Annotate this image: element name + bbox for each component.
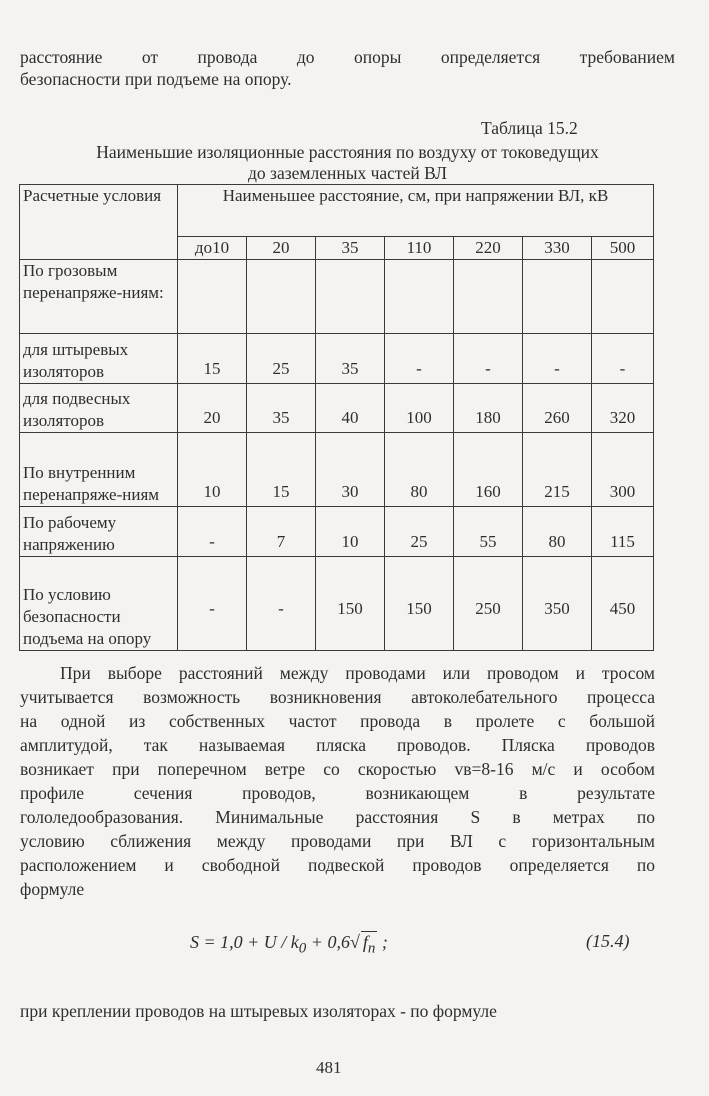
table-row (20, 507, 654, 557)
voltage-header: 20 (247, 237, 316, 260)
table-row (20, 334, 654, 384)
table-cell: - (385, 334, 454, 384)
paragraph-line: При выборе расстояний между проводами или проводом и тросом (60, 663, 655, 683)
table-cell: - (247, 557, 316, 651)
paragraph-line: условию сближения между проводами при ВЛ с горизонтальным (20, 831, 655, 851)
table-cell: - (523, 334, 592, 384)
row-condition: для штыревых изоляторов (20, 334, 178, 384)
table-row (20, 384, 654, 433)
table-cell: 20 (178, 384, 247, 433)
table-cell: 450 (592, 557, 654, 651)
row-condition: для подвесных изоляторов (20, 384, 178, 433)
formula-end: ; (377, 932, 388, 952)
formula-radicand (361, 931, 378, 958)
table-cell: 180 (454, 384, 523, 433)
table-cell: 80 (523, 507, 592, 557)
table-cell: - (454, 334, 523, 384)
formula-radicand-f: f (362, 932, 368, 952)
table-row (20, 433, 654, 507)
table-cell: 7 (247, 507, 316, 557)
table-cell: 215 (523, 433, 592, 507)
table-cell: 300 (592, 433, 654, 507)
paragraph-line: возникает при поперечном ветре со скоростью vв=8-16 м/с и особом (20, 759, 655, 779)
row-condition: По рабочему напряжению (20, 507, 178, 557)
table-cell: 40 (316, 384, 385, 433)
voltage-header: 110 (385, 237, 454, 260)
table-cell (592, 260, 654, 334)
header-distance: Наименьшее расстояние, см, при напряжении ВЛ, кВ (178, 185, 654, 237)
formula-left: S = 1,0 + U / k (190, 932, 299, 952)
formula-k-subscript: 0 (298, 940, 307, 957)
intro-line-1: расстояние от провода до опоры определяется требованием (20, 47, 675, 67)
table-cell: 25 (385, 507, 454, 557)
table-cell (523, 260, 592, 334)
table-cell: 100 (385, 384, 454, 433)
table-cell: 80 (385, 433, 454, 507)
paragraph-line: на одной из собственных частот провода в пролете с большой (20, 711, 655, 731)
table-cell: 260 (523, 384, 592, 433)
table-cell: 150 (385, 557, 454, 651)
table-cell: 55 (454, 507, 523, 557)
table-cell: 10 (178, 433, 247, 507)
paragraph-line: гололедообразования. Минимальные расстояния S в метрах по (20, 807, 655, 827)
paragraph-line: профиле сечения проводов, возникающем в результате (20, 783, 655, 803)
after-formula-line: при креплении проводов на штыревых изоляторах - по формуле (20, 1001, 497, 1021)
paragraph-line: амплитудой, так называемая пляска проводов. Пляска проводов (20, 735, 655, 755)
table-title-line-1: Наименьшие изоляционные расстояния по воздуху от токоведущих (96, 142, 599, 162)
sqrt-icon: √ (349, 932, 360, 952)
table-cell: 350 (523, 557, 592, 651)
formula-radicand-subscript: п (367, 940, 376, 957)
intro-line-2: безопасности при подъеме на опору. (20, 69, 292, 89)
table-cell (316, 260, 385, 334)
row-condition: По внутренним перенапряже-ниям (20, 433, 178, 507)
table-cell: 10 (316, 507, 385, 557)
table-cell: 150 (316, 557, 385, 651)
paragraph-line: расположением и свободной подвеской проводов определяется по (20, 855, 655, 875)
table-cell: 160 (454, 433, 523, 507)
voltage-header: до10 (178, 237, 247, 260)
table-row (20, 260, 654, 334)
table-title-line-2: до заземленных частей ВЛ (248, 163, 447, 183)
row-condition: По условию безопасности подъема на опору (20, 557, 178, 651)
table-cell: 30 (316, 433, 385, 507)
table-cell: 35 (247, 384, 316, 433)
voltage-header: 500 (592, 237, 654, 260)
table-cell: 115 (592, 507, 654, 557)
table-cell: 250 (454, 557, 523, 651)
row-condition: По грозовым перенапряже-ниям: (20, 260, 178, 334)
header-condition: Расчетные условия (20, 185, 178, 260)
table-cell: - (178, 557, 247, 651)
paragraph-line: формуле (20, 879, 85, 899)
voltage-header: 330 (523, 237, 592, 260)
page-number: 481 (316, 1058, 342, 1077)
voltage-header: 220 (454, 237, 523, 260)
table-cell: - (592, 334, 654, 384)
table-number: Таблица 15.2 (481, 118, 578, 138)
formula-mid: + 0,6 (306, 932, 350, 952)
table-cell (178, 260, 247, 334)
voltage-header: 35 (316, 237, 385, 260)
insulation-distance-table (19, 184, 654, 651)
table-cell (454, 260, 523, 334)
paragraph-line: учитывается возможность возникновения автоколебательного процесса (20, 687, 655, 707)
table-cell (385, 260, 454, 334)
table-cell: 15 (247, 433, 316, 507)
table-cell: - (178, 507, 247, 557)
table-cell (247, 260, 316, 334)
table-cell: 35 (316, 334, 385, 384)
table-cell: 25 (247, 334, 316, 384)
formula-15-4 (190, 931, 388, 958)
table-cell: 15 (178, 334, 247, 384)
table-row (20, 557, 654, 651)
table-cell: 320 (592, 384, 654, 433)
formula-number: (15.4) (586, 931, 630, 951)
